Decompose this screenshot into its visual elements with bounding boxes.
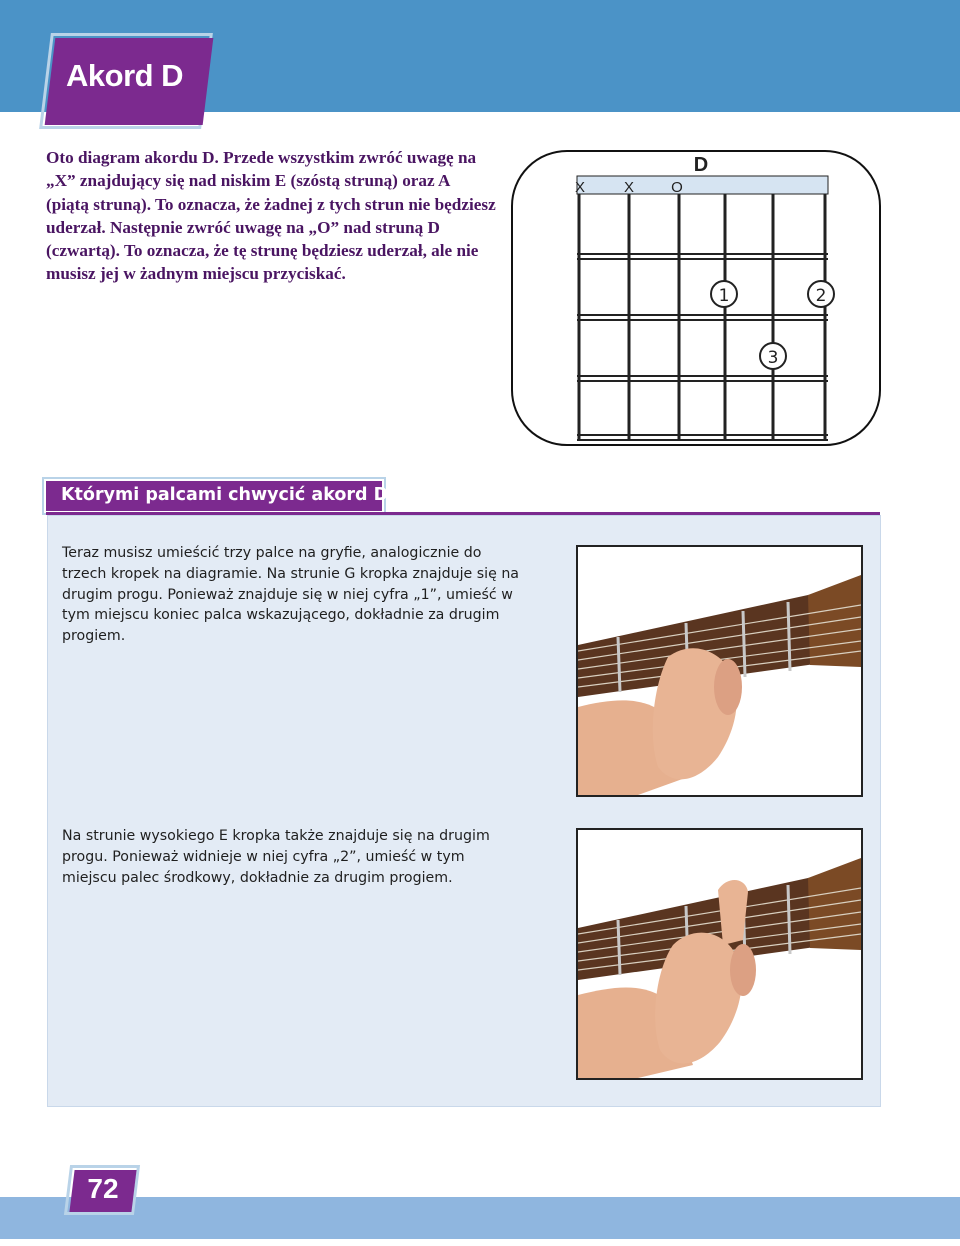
strings: [579, 194, 825, 440]
guitar-neck-illustration: [578, 547, 861, 795]
finger-label-2: 2: [815, 286, 827, 306]
guitar-neck-illustration: [578, 830, 861, 1078]
string-marker-5: X: [623, 179, 635, 196]
guitar-photo-2: [576, 828, 863, 1080]
chord-name: D: [693, 154, 709, 176]
step-1-text: Teraz musisz umieścić trzy palce na gryfie, analogicznie do trzech kropek na diagramie. Na strunie G kropka znajduje się na drugim progu. Ponieważ znajduje się w niej cyfra „1”, umieść w tym miejscu koniec palca wskazującego, dokładnie za drugim progiem.: [62, 545, 520, 645]
page-number: 72: [87, 1173, 119, 1204]
section-header: Którymi palcami chwycić akord D: [61, 485, 389, 505]
nut-bar: [574, 176, 828, 196]
intro-paragraph: Oto diagram akordu D. Przede wszystkim zwróć uwagę na „X” znajdujący się nad niskim E (szóstą struną) oraz A (piątą struną). To oznacza, że żadnej z tych strun nie będziesz uderzał. Następnie zwróć uwagę na „O” nad struną D (czwartą). To oznacza, że tę strunę będziesz uderzał, ale nie musisz jej w żadnym miejscu przyciskać.: [46, 148, 496, 284]
string-marker-4: O: [671, 179, 683, 196]
step-2-text: Na strunie wysokiego E kropka także znajduje się na drugim progu. Ponieważ widnieje w niej cyfra „2”, umieść w tym miejscu palec środkowy, dokładnie za drugim progiem.: [62, 828, 490, 886]
page-title: Akord D: [66, 58, 184, 93]
footer-band: [0, 1197, 960, 1239]
string-marker-6: X: [574, 179, 586, 196]
finger-label-3: 3: [767, 348, 779, 368]
guitar-photo-1: [576, 545, 863, 797]
finger-label-1: 1: [718, 286, 730, 306]
chord-diagram: [511, 150, 881, 450]
section-rule: [46, 512, 880, 515]
frets: [577, 254, 828, 440]
